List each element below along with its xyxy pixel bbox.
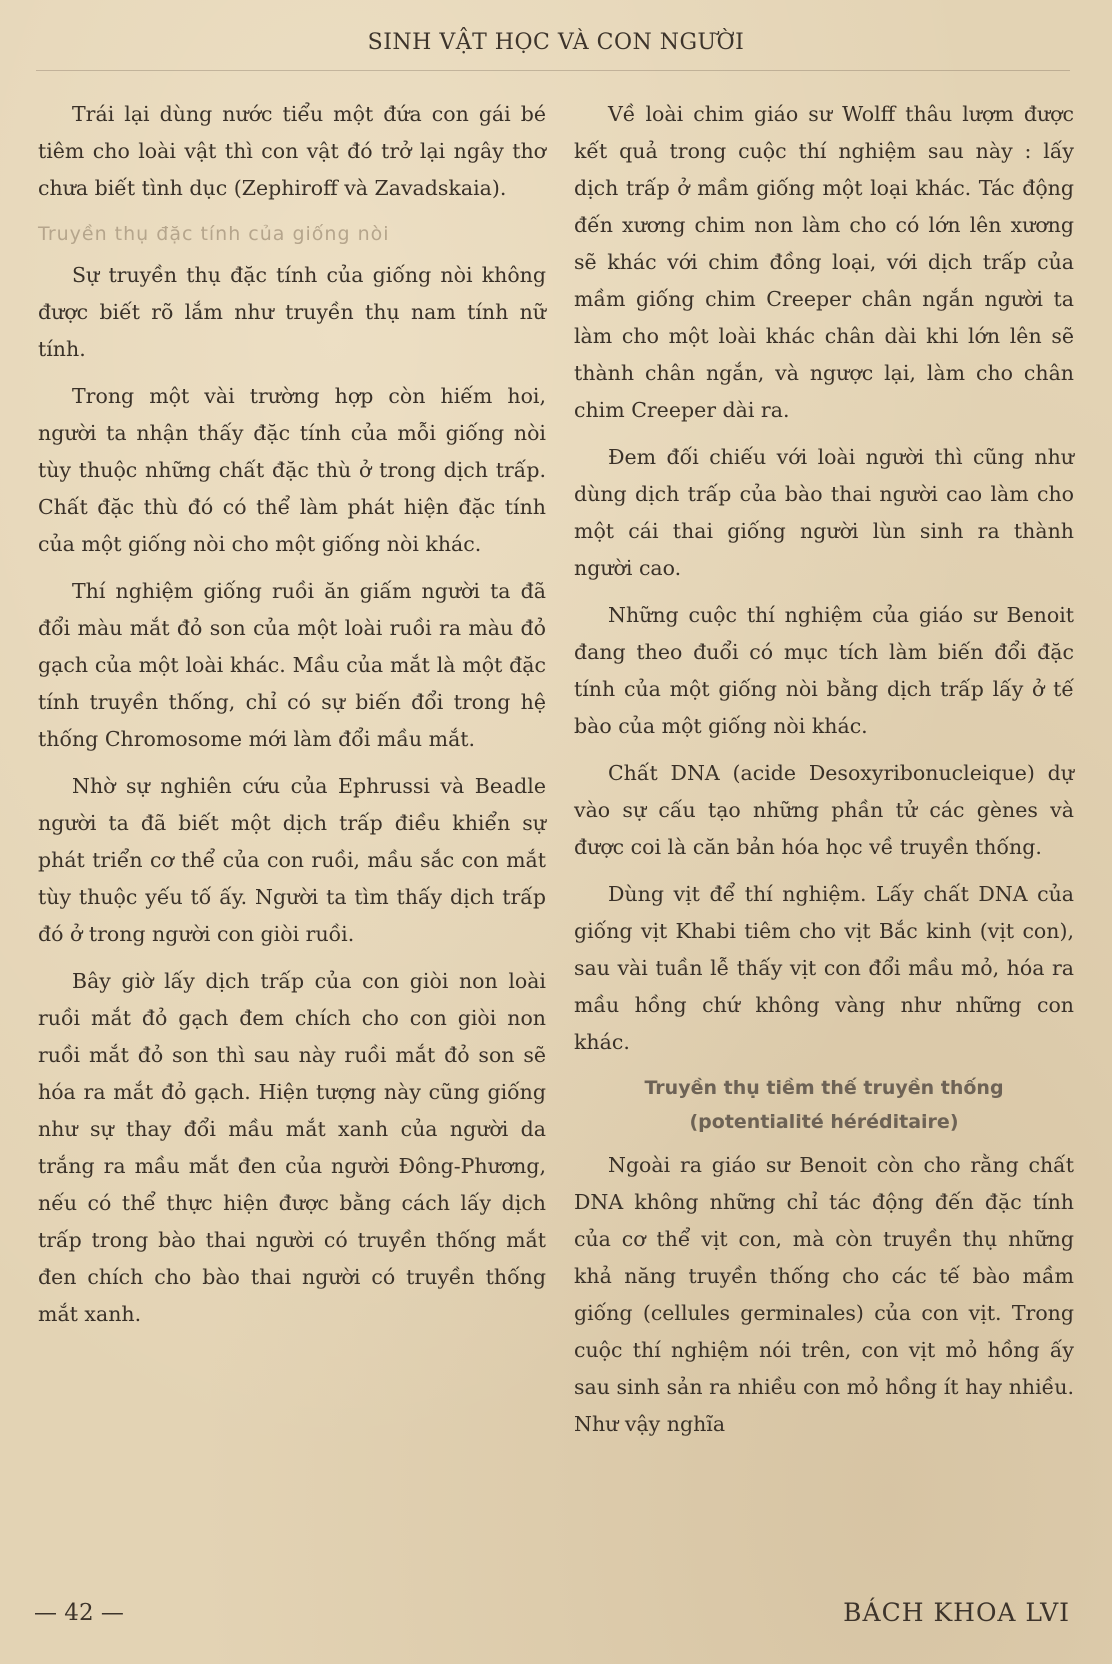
paragraph: Những cuộc thí nghiệm của giáo sư Benoit đang theo đuổi có mục tích làm biến đổi đặc tính của một giống nòi bằng dịch trấp lấy ở tế bào của một giống nòi khác. [574, 603, 1074, 738]
section-heading [574, 1071, 1074, 1139]
paragraph: Trái lại dùng nước tiểu một đứa con gái bé tiêm cho loài vật thì con vật đó trở lại ngây thơ chưa biết tình dục (Zephiroff và Zavadskaia). [38, 102, 546, 200]
section-heading-subtitle: (potentialité héréditaire) [689, 1111, 959, 1133]
paragraph: Dùng vịt để thí nghiệm. Lấy chất DNA của giống vịt Khabi tiêm cho vịt Bắc kinh (vịt con), sau vài tuần lễ thấy vịt con đổi mầu mỏ, hóa ra mầu hồng chứ không vàng như những con khác. [574, 882, 1074, 1054]
paragraph: Đem đối chiếu với loài người thì cũng như dùng dịch trấp của bào thai người cao làm cho một cái thai giống người lùn sinh ra thành người cao. [574, 445, 1074, 580]
right-column [574, 96, 1074, 1453]
section-heading: Truyền thụ đặc tính của giống nòi [38, 223, 390, 245]
page-number: — 42 — [34, 1600, 124, 1626]
section-heading-line: Truyền thụ tiềm thế truyền thống [644, 1077, 1004, 1099]
left-column [38, 96, 546, 1343]
paragraph: Chất DNA (acide Desoxyribonucleique) dự vào sự cấu tạo những phần tử các gènes và được coi là căn bản hóa học về truyền thống. [574, 761, 1074, 859]
paragraph: Nhờ sự nghiên cứu của Ephrussi và Beadle người ta đã biết một dịch trấp điều khiển sự phát triển cơ thể của con ruồi, mầu sắc con mắt tùy thuộc yếu tố ấy. Người ta tìm thấy dịch trấp đó ở trong người con giòi ruồi. [38, 774, 546, 946]
paragraph: Ngoài ra giáo sư Benoit còn cho rằng chất DNA không những chỉ tác động đến đặc tính của cơ thể vịt con, mà còn truyền thụ những khả năng truyền thống cho các tế bào mầm giống (cellules germinales) của con vịt. Trong cuộc thí nghiệm nói trên, con vịt mỏ hồng ấy sau sinh sản ra nhiều con mỏ hồng ít hay nhiều. Như vậy nghĩa [574, 1153, 1074, 1436]
paragraph: Trong một vài trường hợp còn hiếm hoi, người ta nhận thấy đặc tính của mỗi giống nòi tùy thuộc những chất đặc thù ở trong dịch trấp. Chất đặc thù đó có thể làm phát hiện đặc tính của một giống nòi cho một giống nòi khác. [38, 384, 546, 556]
paragraph: Về loài chim giáo sư Wolff thâu lượm được kết quả trong cuộc thí nghiệm sau này : lấy dịch trấp ở mầm giống một loại khác. Tác động đến xương chim non làm cho có lớn lên xương sẽ khác với chim đồng loại, với dịch trấp của mầm giống chim Creeper chân ngắn người ta làm cho một loài khác chân dài khi lớn lên sẽ thành chân ngắn, và ngược lại, làm cho chân chim Creeper dài ra. [574, 102, 1074, 422]
paragraph: Bây giờ lấy dịch trấp của con giòi non loài ruồi mắt đỏ gạch đem chích cho con giòi non ruồi mắt đỏ son thì sau này ruồi mắt đỏ son sẽ hóa ra mắt đỏ gạch. Hiện tượng này cũng giống như sự thay đổi mầu mắt xanh của người da trắng ra mầu mắt đen của người Đông-Phương, nếu có thể thực hiện được bằng cách lấy dịch trấp trong bào thai người có truyền thống mắt đen chích cho bào thai người có truyền thống mắt xanh. [38, 969, 546, 1326]
running-header: SINH VẬT HỌC VÀ CON NGƯỜI [367, 30, 745, 55]
paragraph: Thí nghiệm giống ruồi ăn giấm người ta đã đổi màu mắt đỏ son của một loài ruồi ra màu đỏ gạch của một loài khác. Mầu của mắt là một đặc tính truyền thống, chỉ có sự biến đổi trong hệ thống Chromosome mới làm đổi mầu mắt. [38, 579, 546, 751]
header-divider [36, 70, 1070, 71]
publication-name: BÁCH KHOA LVI [843, 1598, 1070, 1627]
paragraph: Sự truyền thụ đặc tính của giống nòi không được biết rõ lắm như truyền thụ nam tính nữ tính. [38, 263, 546, 361]
